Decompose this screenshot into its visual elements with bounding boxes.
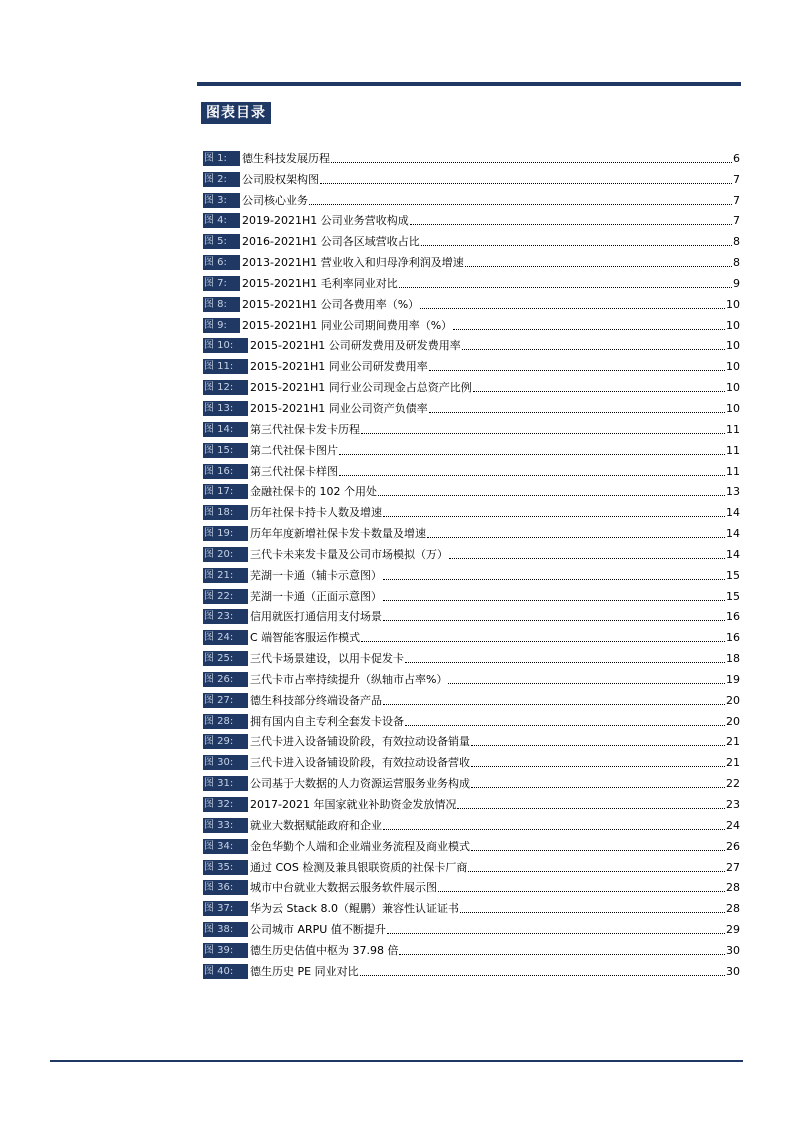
page-number: 16 [726,610,740,624]
toc-entry[interactable] [203,916,740,937]
dot-leader [320,183,732,184]
page-number: 14 [726,506,740,520]
dot-leader [421,245,732,246]
figure-title[interactable]: 2015-2021H1 同行业公司现金占总资产比例 [250,381,472,395]
figure-title[interactable]: 三代卡未来发卡量及公司市场模拟（万） [250,547,448,561]
figure-title[interactable]: 2015-2021H1 公司研发费用及研发费用率 [250,339,461,353]
page-number: 8 [733,235,740,249]
figure-title[interactable]: 2016-2021H1 公司各区域营收占比 [242,235,420,249]
dot-leader [405,725,725,726]
page-number: 26 [726,839,740,853]
figure-title[interactable]: 三代卡场景建设，以用卡促发卡 [250,652,404,666]
figure-number: 图 21: [203,568,248,583]
page-number: 20 [726,714,740,728]
figure-number: 图 31: [203,776,248,791]
dot-leader [360,975,725,976]
page-number: 27 [726,860,740,874]
dot-leader [331,162,732,163]
dot-leader [427,537,725,538]
figure-title[interactable]: 就业大数据赋能政府和企业 [250,818,382,832]
figure-number: 图 6: [203,255,240,270]
toc-entry[interactable] [203,249,740,270]
figure-title[interactable]: 公司城市 ARPU 值不断提升 [250,923,386,937]
page-number: 14 [726,527,740,541]
toc-entry[interactable] [203,854,740,875]
toc-entry[interactable] [203,895,740,916]
page-number: 7 [733,193,740,207]
figure-title[interactable]: 德生科技发展历程 [242,151,330,165]
figure-number: 图 34: [203,839,248,854]
toc-entry[interactable] [203,374,740,395]
toc-entry[interactable] [203,812,740,833]
dot-leader [383,600,725,601]
toc-entry[interactable] [203,749,740,770]
toc-entry[interactable] [203,416,740,437]
page-number: 23 [726,798,740,811]
toc-entry[interactable] [203,562,740,583]
page-number: 10 [726,318,740,332]
dot-leader [473,391,725,392]
figure-number: 图 16: [203,464,248,479]
bottom-divider [50,1060,743,1062]
page-number: 24 [726,818,740,832]
toc-entry[interactable] [203,583,740,604]
page-number: 30 [726,964,740,978]
toc-entry[interactable] [203,499,740,520]
page-number: 28 [726,902,740,916]
dot-leader [378,495,725,496]
page-number: 13 [726,485,740,499]
toc-entry[interactable] [203,833,740,854]
figure-title[interactable]: 三代卡进入设备铺设阶段，有效拉动设备营收 [250,756,470,770]
figure-number: 图 19: [203,526,248,541]
dot-leader [457,808,725,809]
figure-number: 图 37: [203,901,248,916]
dot-leader [471,745,725,746]
page-number: 28 [726,881,740,895]
figure-number: 图 35: [203,860,248,875]
toc-entry[interactable] [203,708,740,729]
figure-title[interactable]: 第二代社保卡图片 [250,443,338,457]
dot-leader [383,704,725,705]
figure-number: 图 13: [203,401,248,416]
dot-leader [339,454,725,455]
figure-number: 图 15: [203,443,248,458]
figure-title[interactable]: 德生科技部分终端设备产品 [250,693,382,707]
toc-entry[interactable] [203,437,740,458]
page-number: 10 [726,297,740,311]
dot-leader [383,829,725,830]
toc-entry[interactable] [203,291,740,312]
dot-leader [309,204,732,205]
toc-entry[interactable] [203,145,740,166]
figure-number: 图 9: [203,318,240,333]
figure-title[interactable]: 2015-2021H1 毛利率同业对比 [242,276,398,290]
toc-entry[interactable] [203,687,740,708]
toc-entry[interactable] [203,645,740,666]
figure-title[interactable]: 金色华勤个人端和企业端业务流程及商业模式 [250,839,470,853]
figure-title[interactable]: 2015-2021H1 同业公司资产负债率 [250,401,428,415]
figure-number: 图 8: [203,297,240,312]
page-number: 21 [726,756,740,770]
toc-entry[interactable] [203,770,740,791]
figure-number: 图 11: [203,359,248,374]
figure-number: 图 24: [203,630,248,645]
dot-leader [449,558,725,559]
figure-title[interactable]: 公司股权架构图 [242,172,319,186]
dot-leader [468,871,725,872]
toc-entry[interactable] [203,166,740,187]
figure-title[interactable]: 拥有国内自主专利全套发卡设备 [250,714,404,728]
figure-title[interactable]: 通过 COS 检测及兼具银联资质的社保卡厂商 [250,860,468,874]
figure-number: 图 3: [203,193,240,208]
toc-entry[interactable] [203,270,740,291]
figure-index-list [203,145,740,979]
figure-title[interactable]: 第三代社保卡样图 [250,464,338,478]
dot-leader [448,683,725,684]
figure-title[interactable]: 芜湖一卡通（正面示意图） [250,589,382,603]
figure-title[interactable]: 第三代社保卡发卡历程 [250,422,360,436]
page-number: 18 [726,652,740,666]
toc-entry[interactable] [203,187,740,208]
toc-entry[interactable] [203,624,740,645]
figure-number: 图 39: [203,943,248,958]
toc-entry[interactable] [203,395,740,416]
toc-entry[interactable] [203,228,740,249]
page-number: 8 [733,256,740,270]
figure-title[interactable]: 金融社保卡的 102 个用处 [250,485,377,499]
figure-number: 图 18: [203,505,248,520]
page-number: 9 [733,276,740,290]
figure-title[interactable]: 公司核心业务 [242,193,308,207]
dot-leader [471,787,725,788]
figure-title[interactable]: 城市中台就业大数据云服务软件展示图 [250,881,437,895]
figure-title[interactable]: 三代卡进入设备铺设阶段，有效拉动设备销量 [250,735,470,749]
page-number: 30 [726,943,740,957]
dot-leader [361,433,725,434]
figure-number: 图 27: [203,693,248,708]
toc-entry[interactable] [203,208,740,229]
dot-leader [399,287,732,288]
dot-leader [387,933,725,934]
figure-title[interactable]: 2019-2021H1 公司业务营收构成 [242,214,409,228]
figure-number: 图 1: [203,151,240,166]
toc-entry[interactable] [203,520,740,541]
top-divider [197,82,741,86]
dot-leader [405,662,725,663]
toc-entry[interactable] [203,791,740,812]
dot-leader [471,850,725,851]
figure-number: 图 32: [203,797,248,812]
figure-number: 图 7: [203,276,240,291]
dot-leader [339,475,725,476]
figure-number: 图 29: [203,734,248,749]
toc-entry[interactable] [203,541,740,562]
toc-entry[interactable] [203,604,740,625]
figure-title[interactable]: 三代卡市占率持续提升（纵轴市占率%） [250,672,448,686]
page-number: 7 [733,214,740,228]
page-number: 15 [726,568,740,582]
page-number: 15 [726,589,740,603]
page-number: 6 [733,151,740,165]
page-number: 10 [726,360,740,374]
page-number: 7 [733,172,740,186]
page-number: 29 [726,923,740,937]
dot-leader [438,891,725,892]
page-number: 10 [726,381,740,395]
toc-entry[interactable] [203,312,740,333]
page-number: 10 [726,339,740,353]
toc-entry[interactable] [203,353,740,374]
page-number: 10 [726,401,740,415]
dot-leader [429,370,725,371]
figure-title[interactable]: 公司基于大数据的人力资源运营服务业务构成 [250,777,470,791]
figure-title[interactable]: 芜湖一卡通（辅卡示意图） [250,568,382,582]
figure-number: 图 10: [203,338,248,353]
figure-number: 图 17: [203,484,248,499]
toc-entry[interactable] [203,479,740,500]
page-number: 14 [726,547,740,561]
figure-number: 图 33: [203,818,248,833]
figure-title[interactable]: 华为云 Stack 8.0（鲲鹏）兼容性认证证书 [250,902,459,916]
figure-number: 图 14: [203,422,248,437]
toc-entry[interactable] [203,666,740,687]
figure-number: 图 4: [203,213,240,228]
dot-leader [420,308,725,309]
figure-number: 图 20: [203,547,248,562]
dot-leader [453,329,725,330]
figure-number: 图 23: [203,609,248,624]
page-number: 11 [726,422,740,436]
toc-entry[interactable] [203,458,740,479]
dot-leader [383,579,725,580]
dot-leader [429,412,725,413]
figure-title[interactable]: C 端智能客服运作模式 [250,631,361,645]
figure-number: 图 30: [203,755,248,770]
figure-number: 图 12: [203,380,248,395]
figure-number: 图 22: [203,589,248,604]
page-number: 20 [726,693,740,707]
dot-leader [460,912,725,913]
figure-title[interactable]: 2015-2021H1 同业公司研发费用率 [250,360,428,374]
figure-title[interactable]: 历年年度新增社保卡发卡数量及增速 [250,527,426,541]
figure-title[interactable]: 德生历史估值中枢为 37.98 倍 [250,943,399,957]
toc-entry[interactable] [203,729,740,750]
toc-entry[interactable] [203,958,740,979]
dot-leader [383,620,725,621]
figure-number: 图 26: [203,672,248,687]
figure-number: 图 38: [203,922,248,937]
dot-leader [383,516,725,517]
dot-leader [462,349,725,350]
dot-leader [410,224,732,225]
page-number: 11 [726,464,740,478]
toc-entry[interactable] [203,937,740,958]
figure-title[interactable]: 2017-2021 年国家就业补助资金发放情况 [250,798,457,811]
figure-number: 图 28: [203,714,248,729]
figure-number: 图 36: [203,880,248,895]
figure-title[interactable]: 历年社保卡持卡人数及增速 [250,506,382,520]
figure-number: 图 2: [203,172,240,187]
dot-leader [471,766,725,767]
figure-title[interactable]: 信用就医打通信用支付场景 [250,610,382,624]
figure-title[interactable]: 德生历史 PE 同业对比 [250,964,359,978]
toc-entry[interactable] [203,333,740,354]
dot-leader [399,954,725,955]
dot-leader [361,641,725,642]
page-number: 16 [726,631,740,645]
dot-leader [465,266,732,267]
page-number: 11 [726,443,740,457]
figure-number: 图 5: [203,234,240,249]
figure-number: 图 40: [203,964,248,979]
page-number: 19 [726,672,740,686]
figure-title[interactable]: 2015-2021H1 公司各费用率（%） [242,297,420,311]
page-number: 22 [726,777,740,791]
toc-entry[interactable] [203,875,740,896]
figure-number: 图 25: [203,651,248,666]
figure-title[interactable]: 2015-2021H1 同业公司期间费用率（%） [242,318,453,332]
page-number: 21 [726,735,740,749]
figure-index-heading: 图表目录 [201,102,271,124]
figure-title[interactable]: 2013-2021H1 营业收入和归母净利润及增速 [242,256,464,270]
